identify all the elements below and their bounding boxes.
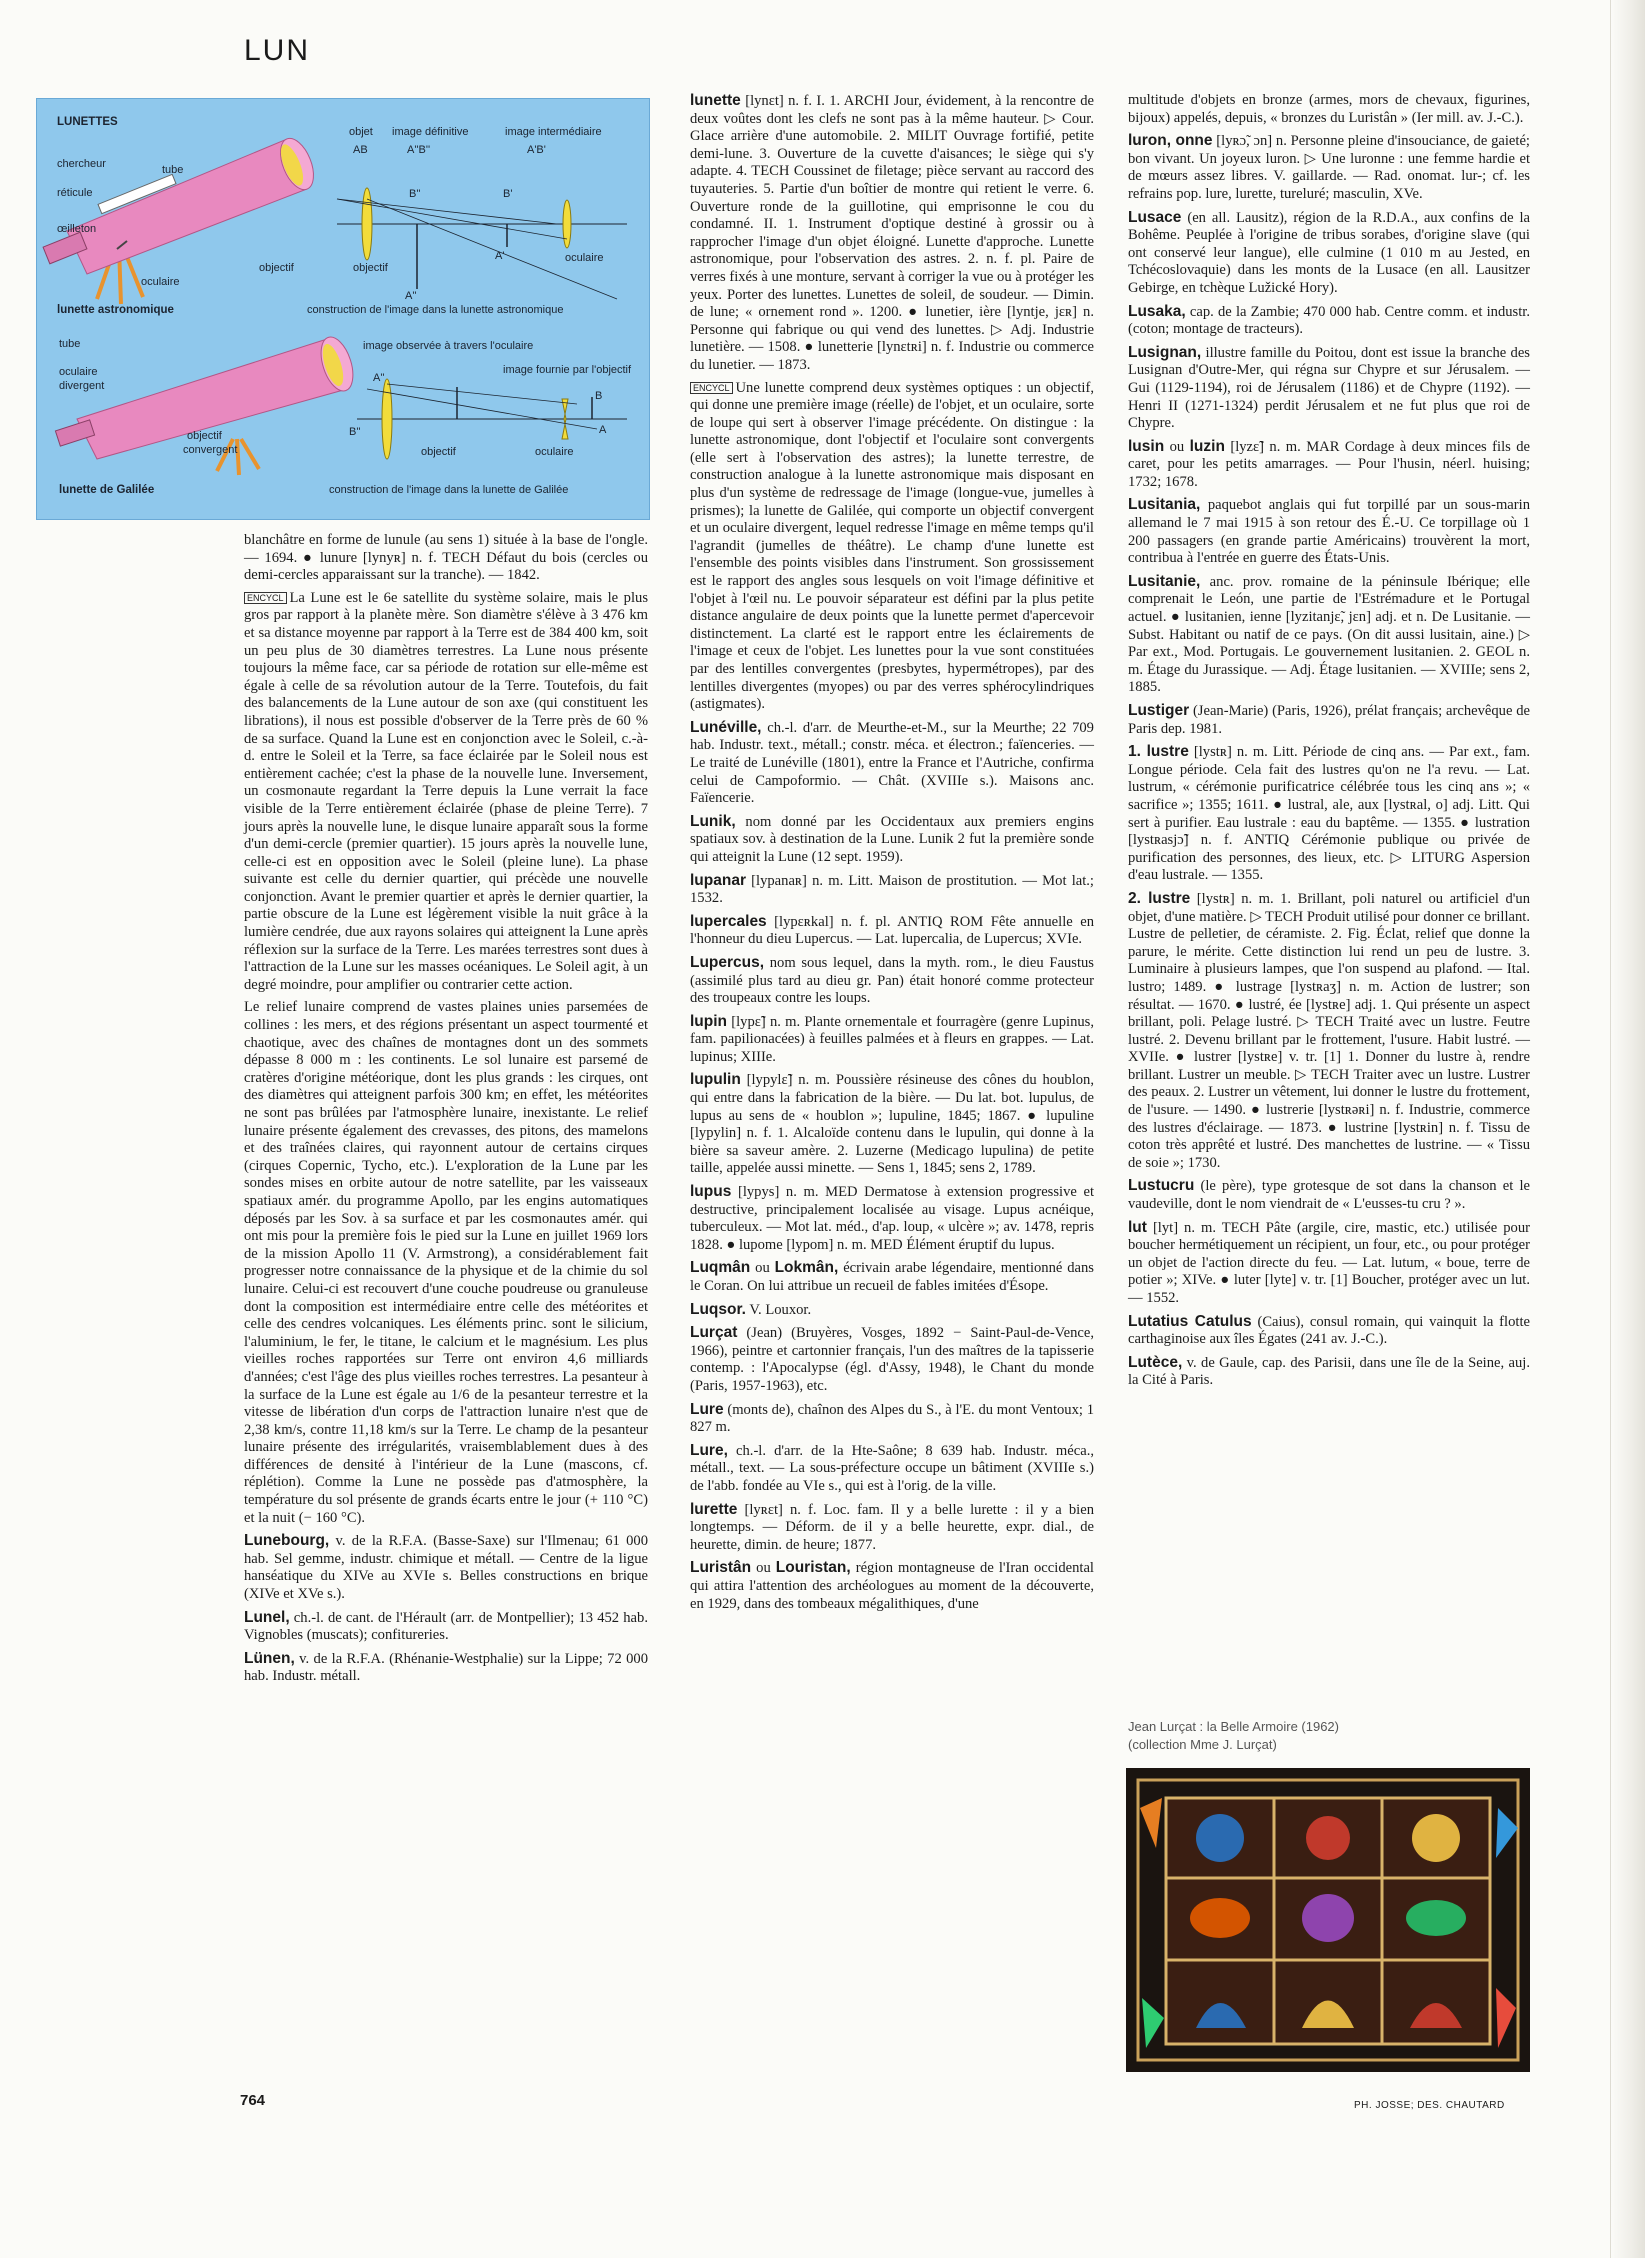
definition: région montagneuse de l'Iran occidental qui attira l'attention des archéologues au moment de la découverte, en 1929, dans des tombeaux mégalithiques, d'une	[690, 1560, 1094, 1612]
entry-luqsor	[690, 1301, 1094, 1320]
column-1	[244, 532, 648, 2080]
image-caption	[1128, 1718, 1530, 1754]
encyc-text: Une lunette comprend deux systèmes optiques : un objectif, qui donne une première image (réelle) de l'objet, et un oculaire, sorte de loupe qui sert à observer l'image précédente. On distingue : la lunette astronomique, dont l'objectif et l'oculaire sont convergents (elle sert à l'observation des astres); la lunette terrestre, de construction analogue à la lunette astronomique mais disposant en plus d'un système de redressage de l'image (longue-vue, jumelles à prismes); la lunette de Galilée, qui comporte un objectif convergent et un oculaire divergent, lequel redresse l'image en même temps qu'il l'agrandit (jumelles de théâtre). Le champ d'une lunette est l'ensemble des points visibles dans l'instrument. Son grossissement est le rapport des angles sous lesquels on voit l'image définitive et l'objet à l'œil nu. Le pouvoir séparateur est défini par la plus petite distance angulaire de deux points que la lunette permet d'apercevoir distinctement. La clarté est le rapport entre les éclairements de l'image et ceux de l'objet. Les lunettes pour la vue sont constituées par des lentilles convergentes (presbytes, hypermétropes), par des lentilles divergentes (myopes) ou par des verres sphérocylindriques (astigmates).	[690, 379, 1094, 713]
entry-continuation: multitude d'objets en bronze (armes, mors de chevaux, figurines, bijoux) appelés, depuis, « bronzes du Luristân » (Ier mill. av. J.-C.).	[1128, 92, 1530, 126]
label-b1: B'	[503, 188, 513, 200]
definition: (en all. Lausitz), région de la R.D.A., aux confins de la Bohême. Peuplée à l'origine de tribus sorabes, d'origine slave (qui ont conservé leur langue), elle culmine (1 010 m au Jested, en Tchécoslovaquie) dans les monts de la Lusace (en all. Lausitzer Gebirge, en tchèque Lužické Hory).	[1128, 209, 1530, 296]
definition: v. de Gaule, cap. des Parisii, dans une île de la Seine, auj. la Cité à Paris.	[1128, 1354, 1531, 1389]
column-2	[690, 92, 1094, 2080]
label-oculaire: oculaire	[141, 276, 180, 288]
headword: lupanar	[690, 871, 746, 889]
label-objectif-ray: objectif	[353, 262, 388, 274]
entry-luqman	[690, 1259, 1094, 1295]
astronomical-telescope	[43, 134, 320, 274]
label-lunette-astronomique: lunette astronomique	[57, 304, 174, 316]
label-a2b2: A''B''	[407, 144, 431, 156]
definition: (Jean-Marie) (Paris, 1926), prélat français; archevêque de Paris dep. 1981.	[1128, 703, 1530, 737]
entry-luron	[1128, 132, 1530, 203]
definition: V. Louxor.	[749, 1301, 812, 1318]
entry-lutatius	[1128, 1313, 1530, 1349]
headword: Lunik,	[690, 812, 736, 830]
definition: ch.-l. de cant. de l'Hérault (arr. de Montpellier); 13 452 hab. Vignobles (muscats); confitureries.	[244, 1609, 648, 1644]
label-oculaire-ray: oculaire	[565, 252, 604, 264]
label-a1b1: A'B'	[527, 144, 546, 156]
label-g-a: A	[599, 424, 607, 436]
entry-lusin	[1128, 438, 1530, 492]
definition: [lyt] n. m. TECH Pâte (argile, cire, mastic, etc.) utilisée pour boucher hermétiquement un récipient, un four, etc., ou pour protéger un objet de l'action directe du feu. — Lat. lutum, « boue, terre de potier »; XIVe. ● luter [lyte] v. tr. [1] Boucher, protéger avec un lut. — 1552.	[1128, 1219, 1530, 1306]
entry-lunik	[690, 813, 1094, 867]
encyclopedic-note	[244, 590, 648, 995]
entry-lustiger	[1128, 702, 1530, 738]
label-g-b2: B''	[349, 426, 361, 438]
entry-luristan	[690, 1559, 1094, 1613]
headword: Lünen,	[244, 1649, 295, 1667]
telescope-illustration	[36, 98, 650, 520]
entry-text: blanchâtre en forme de lunule (au sens 1) située à la base de l'ongle. — 1694. ● lunure [lynyʀ] n. f. TECH Défaut du bois (cercles ou demi-cercles apparaissant sur la tranche). — 1842.	[244, 532, 648, 584]
label-objectif-galilee: objectif	[421, 446, 456, 458]
entry-lut	[1128, 1219, 1530, 1308]
entry-lusaka	[1128, 303, 1530, 339]
headword: Lunebourg,	[244, 1532, 330, 1550]
definition: illustre famille du Poitou, dont est issue la branche des Lusignan d'Outre-Mer, qui régna sur Chypre et sur Jérusalem. — Gui (1129-1194), roi de Jérusalem (1186) et de Chypre (1192). — Henri II (1271-1324) perdit Jérusalem et ne fut plus que roi de Chypre.	[1128, 344, 1530, 432]
label-a2: A''	[405, 290, 417, 302]
label-g-b: B	[595, 390, 603, 402]
headword: Lupercus,	[690, 953, 765, 971]
label-oculaire-divergent-1: oculaire	[59, 366, 98, 378]
entry-lutece	[1128, 1354, 1530, 1390]
entry-lupin	[690, 1013, 1094, 1067]
label-lunette-galilee: lunette de Galilée	[59, 484, 155, 496]
page-edge-shadow	[1610, 0, 1645, 2258]
encyc-tag: ENCYCL	[244, 592, 287, 604]
label-tube-galilee: tube	[59, 338, 81, 350]
entry-luneville	[690, 719, 1094, 808]
entry-lunel	[244, 1609, 648, 1645]
label-tube: tube	[162, 164, 184, 176]
label-oculaire-galilee: oculaire	[535, 446, 574, 458]
entry-lupanar	[690, 872, 1094, 908]
entry-lusace	[1128, 209, 1530, 298]
label-objectif-convergent-1: objectif	[187, 430, 222, 442]
entry-lupercus	[690, 954, 1094, 1008]
headword: Luristân	[690, 1559, 752, 1577]
definition: nom donné par les Occidentaux aux premiers engins spatiaux sov. à destination de la Lune. Lunik 2 fut la première sonde qui atteignit la Lune (12 sept. 1959).	[690, 813, 1094, 865]
definition: [lypɛʀkal] n. f. pl. ANTIQ ROM Fête annuelle en l'honneur du dieu Lupercus. — Lat. lupercalia, de Lupercus; XVIe.	[690, 913, 1094, 948]
label-construction-astro: construction de l'image dans la lunette astronomique	[307, 304, 564, 316]
headword: Lusaka,	[1128, 302, 1186, 320]
entry-lustre-1	[1128, 743, 1530, 885]
definition: (Caius), consul romain, qui vainquit la flotte carthaginoise aux îles Égates (241 av. J.-C.).	[1128, 1313, 1530, 1348]
definition: (le père), type grotesque de sot dans la chanson et le vaudeville, dont le nom viendrait de « L'eusses-tu cru ? ».	[1128, 1178, 1530, 1213]
definition: [lypylɛ̃] n. m. Poussière résineuse des cônes du houblon, qui entre dans la fabrication de la bière. — Du lat. bot. lupulus, de lupus au sens de « houblon »; lupuline, 1845; 1867. ● lupuline [lypylin] n. f. 1. Alcaloïde contenu dans le lupulin, qui donne à la bière sa saveur amère. 2. Luzerne (Medicago lupulina) de petite taille, appelée aussi minette. — Sens 1, 1845; sens 2, 1789.	[690, 1072, 1094, 1177]
label-construction-galilee: construction de l'image dans la lunette de Galilée	[329, 484, 569, 496]
label-objet: objet	[349, 126, 373, 138]
entry-lupercales	[690, 913, 1094, 949]
label-reticule: réticule	[57, 187, 93, 199]
headword: Lusignan,	[1128, 343, 1202, 361]
entry-lusitania	[1128, 496, 1530, 567]
headword: Lurçat	[690, 1324, 738, 1342]
label-b2: B''	[409, 188, 421, 200]
headword: Lutatius Catulus	[1128, 1312, 1252, 1330]
tapestry-artwork	[1126, 1768, 1530, 2072]
headword: Luqmân	[690, 1259, 751, 1277]
headword: Lure	[690, 1400, 724, 1418]
label-a1: A'	[495, 250, 505, 262]
entry-lurette	[690, 1501, 1094, 1555]
entry-lunette	[690, 92, 1094, 375]
definition: [lypɛ̃] n. m. Plante ornementale et fourragère (genre Lupinus, fam. papilionacées) à feuilles palmées et à fleurs en grappes. — Lat. lupinus; XIIIe.	[690, 1013, 1094, 1065]
definition: [lynɛt] n. f. I. 1. ARCHI Jour, évidement, à la rencontre de deux voûtes dont les clefs ne sont pas à la même hauteur. ▷ Cour. Glace arrière d'une automobile. 2. MILIT Ouvrage fortifié, petite demi-lune. 3. Ouverture de la cuvette d'aisances; le siège qui s'y adapte. 4. TECH Coussinet de filetage; pièce servant au raccord des tuyauteries. 5. Partie d'un boîtier de montre qui retient le verre. 6. Ouverture ronde de la guillotine, qui emprisonne le cou du condamné. II. 1. Instrument d'optique destiné à grossir ou à rapprocher l'image d'un objet éloigné. Lunette d'approche. Lunette astronomique, pour l'observation des astres. 2. n. f. pl. Paire de verres fixés à une monture, servant à corriger la vue ou à protéger les yeux. Porter des lunettes. Lunettes de soleil, de soudeur. — Dimin. de lune; « ornement rond ». 1200. ● lunetier, ière [lyntje, jɛʀ] n. Personne qui fabrique ou qui vend des lunettes. ▷ Adj. Industrie lunetière. — 1508. ● lunetterie [lynɛtʀi] n. f. Industrie ou commerce du lunetier. — 1873.	[690, 93, 1094, 373]
definition: anc. prov. romaine de la péninsule Ibérique; elle comprenait le León, une partie de l'Estrémadure et le Portugal actuel. ● lusitanien, ienne [lyzitanjɛ̃, jɛn] adj. et n. De Lusitanie. — Subst. Habitant ou natif de ce pays. (On dit aussi lusitain, aine.) ▷ Par ext., Mod. Portugais. Le gouvernement lusitanien. 2. GEOL n. m. Étage du Jurassique. — Adj. Étage lusitanien. — XVIIIe; sens 2, 1885.	[1128, 573, 1530, 696]
encyc-tag: ENCYCL	[690, 382, 733, 394]
caption-line-2: (collection Mme J. Lurçat)	[1128, 1737, 1277, 1752]
headword: lupin	[690, 1012, 728, 1030]
headword: lunette	[690, 92, 741, 109]
label-objectif: objectif	[259, 262, 294, 274]
entry-lunen	[244, 1650, 648, 1686]
headword-alt: luzin	[1189, 437, 1225, 455]
definition: cap. de la Zambie; 470 000 hab. Centre comm. et industr. (coton; montage de tracteurs).	[1128, 303, 1530, 338]
definition: ch.-l. d'arr. de la Hte-Saône; 8 639 hab. Industr. méca., métall., text. — La sous-préfecture occupe un bâtiment (XVIIIe s.) de l'abb. fondée au VIe s., qui est à l'orig. de la ville.	[690, 1442, 1094, 1494]
definition: ch.-l. d'arr. de Meurthe-et-M., sur la Meurthe; 22 709 hab. Industr. text., métall.; constr. méca. et électron.; faïenceries. — Le traité de Lunéville (1801), entre la France et l'Autriche, confirma celui de Campoformio. — Chât. (XVIIIe s.). Maisons anc. Faïencerie.	[690, 719, 1094, 807]
headword: 2. lustre	[1128, 889, 1191, 907]
headword: lusin	[1128, 437, 1165, 455]
definition: [lypys] n. m. MED Dermatose à extension progressive et destructive, principalement localisée au visage. Lupus acnéique, tuberculeux. — Mot lat. méd., d'ap. loup, « ulcère »; av. 1478, repris 1828. ● lupome [lypom] n. m. MED Élément éruptif du lupus.	[690, 1184, 1094, 1253]
definition: [lypanaʀ] n. m. Litt. Maison de prostitution. — Mot lat.; 1532.	[690, 872, 1094, 907]
headword: lurette	[690, 1500, 738, 1518]
definition: [lyʀɔ̃, ɔn] n. Personne pleine d'insouciance, de gaieté; bon vivant. Un joyeux luron. ▷ Une luronne : une femme hardie et de mœurs assez libres. V. gaillarde. — Rad. onomat. lur-; cf. les refrains pop. lure, lurette, tureluré; masculin, XVe.	[1128, 133, 1530, 202]
conjunction: ou	[755, 1260, 770, 1277]
conjunction: ou	[756, 1560, 771, 1577]
entry-lunebourg	[244, 1532, 648, 1603]
label-image-fournie: image fournie par l'objectif	[503, 364, 632, 376]
ray-diagram-galilean	[357, 379, 627, 459]
entry-lupus	[690, 1183, 1094, 1254]
definition: écrivain arabe légendaire, mentionné dans le Coran. On lui attribue un recueil de fables imitées d'Ésope.	[690, 1260, 1094, 1294]
headword-alt: Louristan,	[775, 1559, 851, 1577]
conjunction: ou	[1169, 438, 1185, 455]
label-ab: AB	[353, 144, 368, 156]
entry-lusignan	[1128, 344, 1530, 433]
headword: luron, onne	[1128, 132, 1213, 150]
encyclopedic-paragraph: Le relief lunaire comprend de vastes plaines unies parsemées de collines : les mers, et des régions présentant un aspect tourmenté et chaotique, avec des chaînes de montagnes dont un des sommets dépasse 8 000 m : les continents. Le sol lunaire est parsemé de cratères d'origine météorique, dont les plus grands : les cirques, ont des diamètres qui atteignent parfois 300 km; en effet, les météorites ne sont pas brûlées par l'atmosphère lunaire, inexistante. Le relief lunaire présente également des crevasses, des pitons, des mamelons et des traînées claires, qui rayonnent autour de certains cirques (cirques Copernic, Tycho, etc.). L'exploration de la Lune par les sondes mises en orbite autour de notre satellite, par les vaisseaux spatiaux amér. du programme Apollo, par les engins automatiques déposés par les Sov. à sa surface et par les cosmonautes amér. qui ont mis pour la première fois le pied sur la Lune en juillet 1969 lors de la mission Apollo 11 (V. Armstrong), a considérablement fait progresser notre connaissance de la physique et de la chimie du sol lunaire. Celui-ci est recouvert d'une couche poudreuse ou granuleuse dont la composition est intermédiaire entre celle des météorites et celle des cendres volcaniques. Les éléments princ. sont le silicium, l'aluminium, le fer, le titane, le calcium et le magnésium. Les plus vieilles roches rapportées sur Terre ont environ 4,6 milliards d'années; c'est l'âge des plus vieilles roches terrestres. La pesanteur à la surface de la Lune est égale au 1/6 de la pesanteur terrestre et la vitesse de libération d'un corps de l'attraction lunaire n'est que de 2,38 km/s, contre 11,18 km/s sur la Terre. Le champ de la pesanteur lunaire présente des irrégularités, vraisemblablement dues à des différences de densité à l'intérieur de la Lune (mascons, cf. réplétion). Comme la Lune ne possède pas d'atmosphère, la température du sol présente de grands écarts entre le jour (+ 110 °C) et la nuit (− 160 °C).	[244, 999, 648, 1526]
definition: [lyʀɛt] n. f. Loc. fam. Il y a belle lurette : il y a bien longtemps. — Déform. de il y a belle heurette, expr. dial., de heurette, dimin. de heure; 1877.	[690, 1501, 1095, 1553]
definition: v. de la R.F.A. (Rhénanie-Westphalie) sur la Lippe; 72 000 hab. Industr. métall.	[244, 1650, 648, 1685]
entry-lusitanie	[1128, 573, 1530, 697]
running-head: LUN	[244, 34, 311, 67]
headword: Luqsor.	[690, 1300, 746, 1318]
headword: lupus	[690, 1183, 732, 1201]
definition: (monts de), chaînon des Alpes du S., à l'E. du mont Ventoux; 1 827 m.	[690, 1401, 1094, 1436]
entry-lurcat	[690, 1324, 1094, 1395]
label-oculaire-divergent-2: divergent	[59, 380, 105, 392]
encyc-text: La Lune est le 6e satellite du système solaire, mais le plus gros par rapport à la planète mère. Son diamètre s'élève à 3 476 km et sa distance moyenne par rapport à la Terre est de 384 400 km, soit un peu plus de 30 diamètres terrestres. La Lune nous présente toujours la même face, car sa période de rotation sur elle-même est égale à celle de sa révolution autour de la Terre. Toutefois, du fait des balancements de la Lune autour de son axe (qui constituent les librations), il nous est possible d'observer de la Terre près de 60 % de sa surface. Quand la Lune est en conjonction avec le Soleil, c.-à-d. entre le Soleil et la Terre, sa face éclairée par le Soleil nous est entièrement cachée; c'est la phase de la nouvelle lune. Inversement, un cosmonaute regardant la Terre depuis la Lune verrait la face visible de la Terre entièrement éclairée (phase de pleine Terre). 7 jours après la nouvelle lune, le disque lunaire apparaît sous la forme d'un demi-cercle (premier quartier). 15 jours après la nouvelle lune, celle-ci est en opposition avec le Soleil (pleine lune). La phase suivante est celle du dernier quartier, qui précède une nouvelle conjonction. Avant le premier quartier et après le dernier quartier, la partie obscure de la Lune est légèrement visible la nuit grâce à la lumière cendrée, due aux rayons solaires qui atteignent la Lune après réflexion sur la surface de la Terre. Les marées terrestres sont dues à l'attraction de la Lune sur les masses océaniques. Le Soleil agit, à un degré moindre, pour amplifier ou contrarier cette action.	[244, 589, 648, 993]
entry-lupulin	[690, 1071, 1094, 1178]
caption-line-1: Jean Lurçat : la Belle Armoire (1962)	[1128, 1719, 1339, 1734]
headword: Lunel,	[244, 1608, 290, 1626]
label-image-observee: image observée à travers l'oculaire	[363, 340, 534, 352]
headword: Lustiger	[1128, 702, 1190, 719]
headword-alt: Lokmân,	[774, 1259, 839, 1277]
label-objectif-convergent-2: convergent	[183, 444, 238, 456]
definition: [lystʀ] n. m. 1. Brillant, poli naturel ou artificiel d'un objet, d'une matière. ▷ TECH Produit utilisé pour donner ce brillant. Lustre de pelletier, de céramiste. 2. Fig. Éclat, relief que donne la parure, le mérite. Cette distinction lui rend un peu de lustre. 3. Luminaire à plusieurs lampes, que l'on suspend au plafond. — Ital. lustro; 1489. ● lustrage [lystʀaʒ] n. m. Action de lustrer; son résultat. — 1670. ● lustré, ée [lystʀe] adj. 1. Qui présente un aspect brillant, poli. Pelage lustré. ▷ TECH Traité avec un lustre. Feutre lustré. 2. Devenu brillant par le frottement, l'usure. Habit lustré. — XVIIe. ● lustrer [lystʀe] v. tr. [1] 1. Donner du lustre à, rendre brillant. Lustrer un meuble. ▷ TECH Traiter avec un lustre. Lustrer des peaux. 2. Lustrer un vêtement, lui donner le lustre du frottement, de l'usure. — 1490. ● lustrerie [lystʀəʀi] n. f. Industrie, commerce des lustres d'éclairage. — 1873. ● lustrine [lystʀin] n. f. Tissu de coton très apprêté et lustré. Des manchettes de lustrine. — « Tissu de soie »; 1730.	[1128, 890, 1530, 1171]
headword: lupulin	[690, 1071, 741, 1089]
label-image-intermediaire: image intermédiaire	[505, 126, 602, 138]
headword: Lusitanie,	[1128, 572, 1201, 590]
entry-lustucru	[1128, 1177, 1530, 1213]
headword: lupercales	[690, 912, 767, 930]
entry-lustre-2	[1128, 890, 1530, 1173]
figure-title: LUNETTES	[57, 116, 118, 128]
definition: [lystʀ] n. m. Litt. Période de cinq ans. — Par ext., fam. Longue période. Cela fait des lustres qu'on ne l'a revu. — Lat. lustrum, « cérémonie purificatrice célébrée tous les cinq ans »; « sacrifice »; 1355; 1611. ● lustral, ale, aux [lystʀal, o] adj. Litt. Qui sert à purifier. Eau lustrale : eau du baptême. — 1355. ● lustration [lystʀasjɔ̃] n. f. ANTIQ Cérémonie publique ou privée de purification des personnes, des lieux, etc. ▷ LITURG Aspersion d'eau lustrale. — 1355.	[1128, 744, 1530, 884]
headword: Lunéville,	[690, 718, 762, 736]
headword: Lustucru	[1128, 1177, 1195, 1195]
headword: lut	[1128, 1218, 1147, 1236]
headword: Lure,	[690, 1441, 728, 1459]
definition: paquebot anglais qui fut torpillé par un sous-marin allemand le 7 mai 1915 à son retour des É.-U. Ce torpillage où 1 200 passagers (en grande partie Américains) trouvèrent la mort, contribua à l'entrée en guerre des États-Unis.	[1128, 497, 1530, 567]
page-number: 764	[240, 2092, 266, 2109]
headword: Lutèce,	[1128, 1353, 1183, 1371]
entry-lure-monts	[690, 1401, 1094, 1437]
encyclopedic-note	[690, 380, 1094, 714]
definition: (Jean) (Bruyères, Vosges, 1892 − Saint-Paul-de-Vence, 1966), peintre et cartonnier français, l'un des maîtres de la tapisserie contemp. : l'Apocalypse (égl. d'Assy, 1948), le Chant du monde (Paris, 1957-1963), etc.	[690, 1325, 1094, 1394]
definition: nom sous lequel, dans la myth. rom., le dieu Faustus (assimilé plus tard au dieu gr. Pan) était honoré comme protecteur des troupeaux contre les loups.	[690, 954, 1094, 1007]
label-image-definitive: image définitive	[392, 126, 469, 138]
definition: v. de la R.F.A. (Basse-Saxe) sur l'Ilmenau; 61 000 hab. Sel gemme, industr. chimique et métall. — Centre de la ligue hanséatique du XIVe au XVIe s. Belles constructions en brique (XIVe et XVe s.).	[244, 1533, 649, 1603]
label-oeilleton: œilleton	[57, 223, 97, 235]
definition: [lyzɛ̃] n. m. MAR Cordage à deux minces fils de caret, pour les petits amarrages. — Pour l'husin, néerl. huising; 1732; 1678.	[1128, 438, 1530, 490]
label-g-a2: A''	[373, 372, 385, 384]
photo-credit: PH. JOSSE; DES. CHAUTARD	[1354, 2100, 1505, 2111]
headword: Lusace	[1128, 208, 1182, 226]
headword: 1. lustre	[1128, 743, 1189, 761]
headword: Lusitania,	[1128, 496, 1201, 514]
column-3	[1128, 92, 1530, 1732]
tapestry-image	[1126, 1768, 1530, 2072]
label-chercheur: chercheur	[57, 158, 106, 170]
entry-lure	[690, 1442, 1094, 1496]
telescope-diagram	[37, 99, 649, 519]
ray-diagram-astronomical	[337, 188, 627, 299]
